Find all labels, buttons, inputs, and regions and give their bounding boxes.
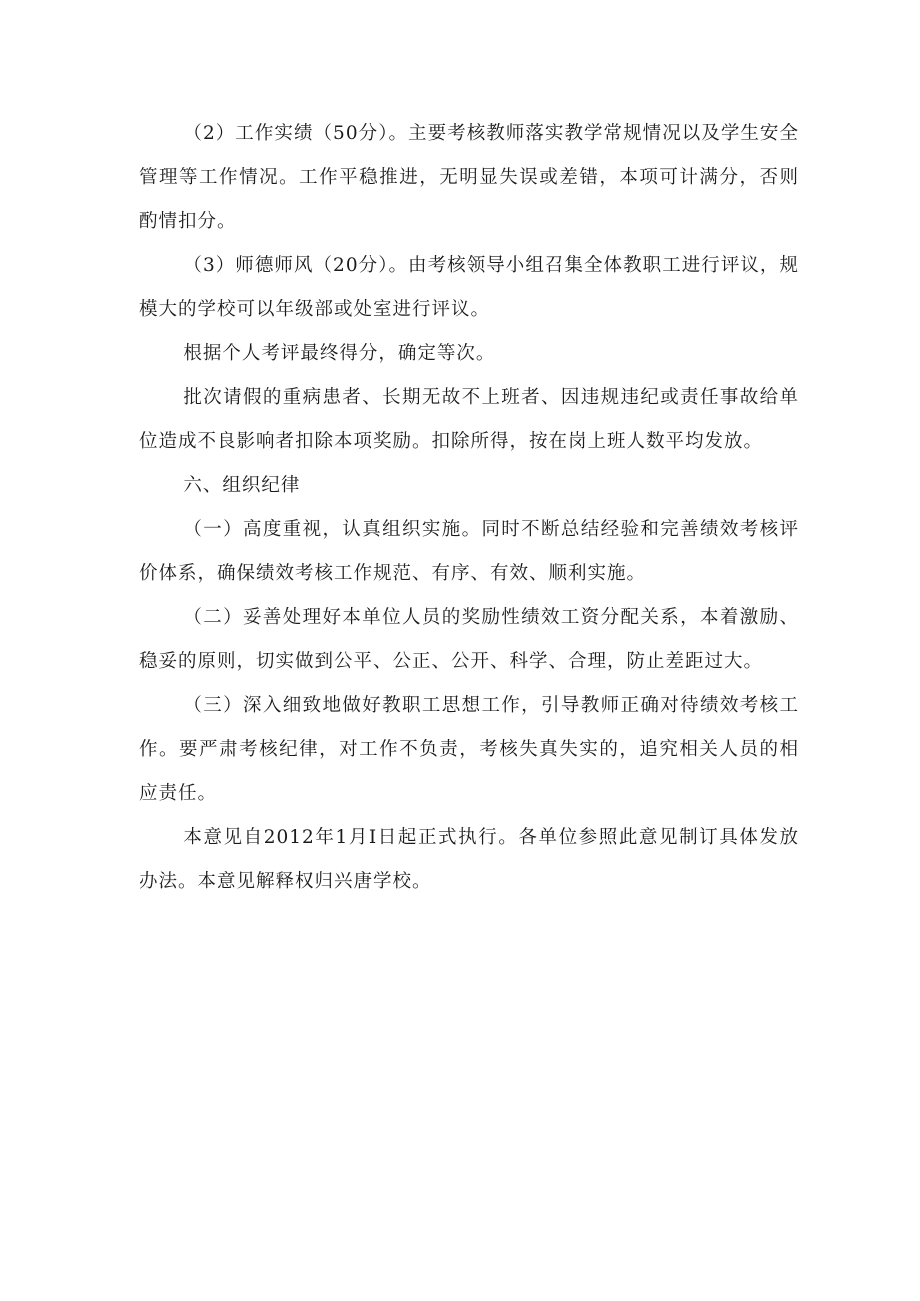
section-heading-discipline: 六、组织纪律 — [183, 475, 301, 496]
paragraph-item-one: （一）高度重视，认真组织实施。同时不断总结经验和完善绩效考核评价体系，确保绩效考核工作规范、有序、有效、顺利实施。 — [139, 519, 799, 584]
paragraph-item-two: （二）妥善处理好本单位人员的奖励性绩效工资分配关系，本着激励、稳妥的原则，切实做到公平、公正、公开、科学、合理，防止差距过大。 — [139, 607, 799, 672]
document-body — [139, 112, 799, 904]
paragraph-teacher-ethics: （3）师德师风（20分）。由考核领导小组召集全体教职工进行评议，规模大的学校可以年级部或处室进行评议。 — [139, 255, 799, 320]
paragraph-effective-date: 本意见自2012年1月I日起正式执行。各单位参照此意见制订具体发放办法。本意见解释权归兴唐学校。 — [139, 827, 799, 892]
paragraph-grading: 根据个人考评最终得分，确定等次。 — [183, 343, 496, 364]
paragraph-item-three: （三）深入细致地做好教职工思想工作，引导教师正确对待绩效考核工作。要严肃考核纪律，对工作不负责，考核失真失实的，追究相关人员的相应责任。 — [139, 695, 799, 804]
paragraph-work-performance: （2）工作实绩（50分）。主要考核教师落实教学常规情况以及学生安全管理等工作情况。工作平稳推进，无明显失误或差错，本项可计满分，否则酌情扣分。 — [139, 123, 799, 232]
paragraph-deductions: 批次请假的重病患者、长期无故不上班者、因违规违纪或责任事故给单位造成不良影响者扣除本项奖励。扣除所得，按在岗上班人数平均发放。 — [139, 387, 799, 452]
